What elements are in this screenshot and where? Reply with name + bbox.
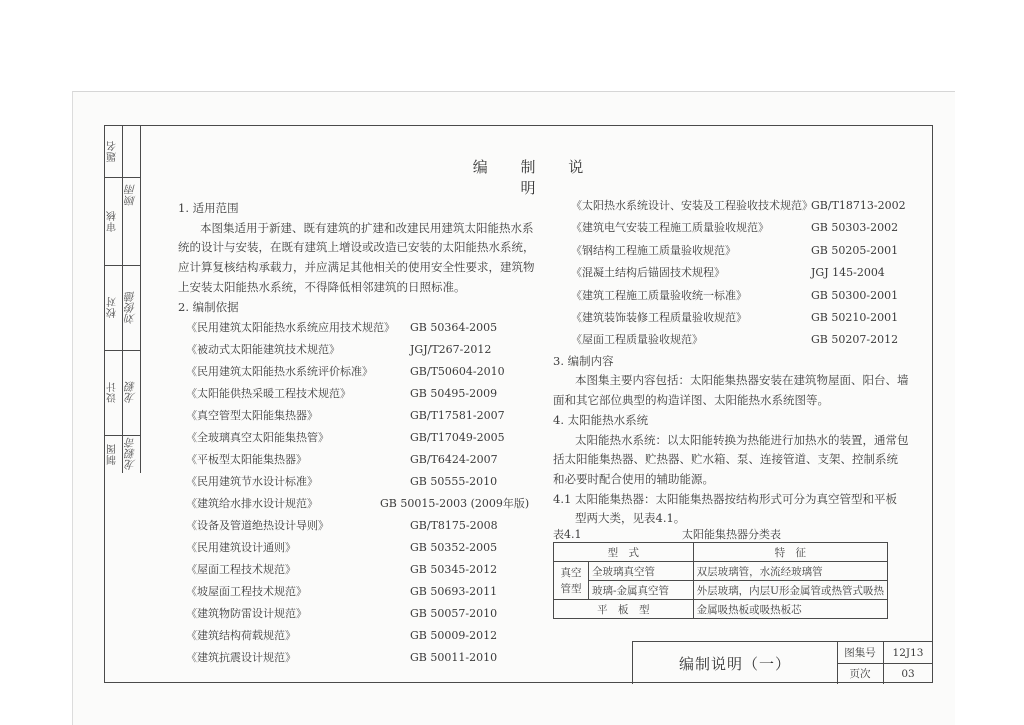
table-cell-type: 全玻璃真空管	[589, 562, 694, 581]
reference-name: 《钢结构工程施工质量验收规范》	[571, 243, 736, 257]
table-group-label: 真空 管型	[554, 562, 589, 600]
reference-code: GB 50303-2002	[811, 221, 899, 235]
reference-name: 《被动式太阳能建筑技术规范》	[186, 343, 340, 357]
section-3-line: 本图集主要内容包括：太阳能集热器安装在建筑物屋面、阳台、墙	[575, 373, 909, 388]
table-header-type: 型 式	[554, 543, 694, 562]
collector-classification-table	[553, 542, 888, 619]
reference-item	[553, 195, 906, 217]
reference-item	[553, 307, 899, 329]
atlas-number-label: 图集号	[844, 647, 876, 659]
reference-name: 《建筑电气安装工程施工质量验收规范》	[571, 221, 769, 235]
left-column	[178, 199, 544, 669]
reference-name: 《民用建筑节水设计标准》	[186, 475, 318, 489]
stamp-signature-design: 龙毅	[124, 381, 137, 404]
reference-name: 《建筑装饰装修工程质量验收规范》	[571, 310, 747, 324]
table-row	[554, 600, 888, 619]
reference-name: 《混凝土结构后锚固技术规程》	[571, 266, 725, 280]
stamp-label-review: 审核	[107, 210, 119, 232]
section-1-line: 本图集适用于新建、既有建筑的扩建和改建民用建筑太阳能热水系	[200, 220, 534, 235]
table-row	[554, 581, 888, 600]
reference-item	[178, 471, 544, 493]
section-1-line: 应计算复核结构承载力，并应满足其他相关的使用安全性要求，建筑物	[178, 260, 535, 275]
page-title: 编 制 说 明	[472, 158, 598, 197]
reference-item	[178, 383, 544, 405]
section-4-line: 括太阳能集热器、贮热器、贮水箱、泵、连接管道、支架、控制系统	[553, 452, 898, 467]
reference-code: GB 50207-2012	[811, 333, 899, 347]
stamp-signature-review: 顾雨	[124, 184, 137, 206]
reference-item	[178, 625, 544, 647]
title-block	[632, 641, 933, 684]
reference-item	[178, 339, 544, 361]
stamp-label-top: 题名	[107, 140, 119, 162]
reference-code: GB 50011-2010	[410, 651, 498, 665]
reference-code: GB 50057-2010	[410, 607, 498, 621]
reference-code: GB 50210-2001	[811, 310, 899, 324]
reference-code: GB/T50604-2010	[410, 365, 505, 379]
table-cell-feature: 金属吸热板或吸热板芯	[693, 600, 887, 619]
section-3-line: 面和其它部位典型的构造详图、太阳能热水系统图等。	[553, 393, 829, 408]
reference-code: GB 50352-2005	[410, 541, 498, 555]
reference-name: 《坡屋面工程技术规范》	[186, 585, 307, 599]
reference-name: 《设备及管道绝热设计导则》	[186, 519, 329, 533]
section-1-line: 统的设计与安装，在既有建筑上增设或改造已安装的太阳能热水系统，	[178, 240, 535, 255]
reference-code: GB/T17581-2007	[410, 409, 505, 423]
reference-code: GB 50693-2011	[410, 585, 498, 599]
table-row	[554, 562, 888, 581]
reference-item	[178, 515, 544, 537]
reference-name: 《真空管型太阳能集热器》	[186, 409, 318, 423]
stamp-signature-drafting: 龙毅奇	[124, 437, 137, 471]
reference-item	[553, 240, 899, 262]
table-cell-type: 平 板 型	[554, 600, 694, 619]
reference-item	[178, 647, 544, 669]
reference-item	[178, 361, 544, 383]
section-4-heading: 4. 太阳能热水系统	[553, 412, 649, 427]
reference-name: 《太阳能供热采暖工程技术规范》	[186, 387, 351, 401]
reference-code: GB/T6424-2007	[410, 453, 498, 467]
reference-item	[178, 603, 544, 625]
table-caption: 表4.1	[553, 528, 582, 541]
reference-name: 《全玻璃真空太阳能集热管》	[186, 431, 329, 445]
table-cell-feature: 双层玻璃管，水流经玻璃管	[693, 562, 887, 581]
reference-name: 《建筑给水排水设计规范》	[186, 497, 318, 511]
table-cell-feature: 外层玻璃，内层U形金属管或热管式吸热	[693, 581, 887, 600]
page-number-label: 页次	[849, 668, 871, 680]
reference-name: 《建筑结构荷载规范》	[186, 629, 296, 643]
section-1-line: 上安装太阳能热水系统，不得降低相邻建筑的日照标准。	[178, 279, 466, 294]
reference-item	[178, 427, 544, 449]
reference-item	[178, 581, 544, 603]
reference-item	[178, 317, 544, 339]
reference-code: GB 50555-2010	[410, 475, 498, 489]
section-2-heading: 2. 编制依据	[178, 299, 239, 314]
reference-name: 《建筑抗震设计规范》	[186, 651, 296, 665]
reference-item	[553, 262, 889, 284]
section-4-1-line: 4.1 太阳能集热器：太阳能集热器按结构形式可分为真空管型和平板	[553, 491, 897, 506]
stamp-label-check: 校对	[107, 296, 119, 319]
reference-name: 《民用建筑设计通则》	[186, 541, 296, 555]
reference-list	[178, 317, 544, 669]
reference-code: JGJ 145-2004	[811, 266, 885, 280]
table-header-feature: 特 征	[693, 543, 887, 562]
section-4-line: 太阳能热水系统：以太阳能转换为热能进行加热水的装置，通常包	[575, 432, 909, 447]
reference-code: GB 50345-2012	[410, 563, 498, 577]
reference-code: GB 50009-2012	[410, 629, 498, 643]
stamp-label-design: 设计	[107, 381, 119, 404]
page-number: 03	[901, 667, 915, 680]
approval-stamp-column	[104, 125, 141, 473]
reference-name: 《平板型太阳能集热器》	[186, 453, 307, 467]
reference-item	[178, 537, 544, 559]
reference-name: 《屋面工程技术规范》	[186, 563, 296, 577]
section-4-1-line: 型两大类，见表4.1。	[575, 511, 686, 526]
reference-code: GB/T18713-2002	[811, 199, 906, 212]
reference-item	[178, 405, 544, 427]
reference-code: GB 50015-2003 (2009年版)	[380, 497, 530, 511]
reference-name: 《民用建筑太阳能热水系统评价标准》	[186, 365, 373, 379]
stamp-label-drafting: 制图	[107, 443, 119, 465]
reference-item	[178, 449, 544, 471]
reference-code: GB/T17049-2005	[410, 431, 505, 445]
reference-item	[553, 329, 899, 351]
table-header-row	[554, 543, 888, 562]
reference-item	[178, 559, 544, 581]
reference-name: 《民用建筑太阳能热水系统应用技术规范》	[186, 321, 395, 335]
reference-item	[553, 285, 899, 307]
reference-name: 《建筑物防雷设计规范》	[186, 607, 307, 621]
reference-item	[178, 493, 544, 515]
reference-list-continued	[553, 195, 906, 352]
right-column	[553, 195, 909, 529]
reference-code: GB 50364-2005	[410, 321, 498, 335]
reference-name: 《太阳热水系统设计、安装及工程验收技术规范》	[571, 199, 813, 212]
atlas-number: 12J13	[892, 646, 924, 659]
reference-code: GB/T8175-2008	[410, 519, 498, 533]
reference-name: 《建筑工程施工质量验收统一标准》	[571, 288, 747, 302]
section-1-heading: 1. 适用范围	[178, 201, 239, 215]
table-cell-type: 玻璃-金属真空管	[589, 581, 694, 600]
reference-name: 《屋面工程质量验收规范》	[571, 333, 703, 347]
reference-code: JGJ/T267-2012	[410, 343, 492, 357]
table-title: 太阳能集热器分类表	[682, 528, 781, 541]
reference-code: GB 50205-2001	[811, 243, 899, 257]
reference-code: GB 50300-2001	[811, 288, 899, 302]
reference-item	[553, 217, 899, 239]
sheet-name: 编制说明（一）	[678, 654, 791, 673]
section-4-line: 和必要时配合使用的辅助能源。	[553, 471, 714, 486]
section-3-heading: 3. 编制内容	[553, 353, 614, 368]
stamp-signature-check: 刘俊德	[124, 291, 137, 324]
reference-code: GB 50495-2009	[410, 387, 498, 401]
